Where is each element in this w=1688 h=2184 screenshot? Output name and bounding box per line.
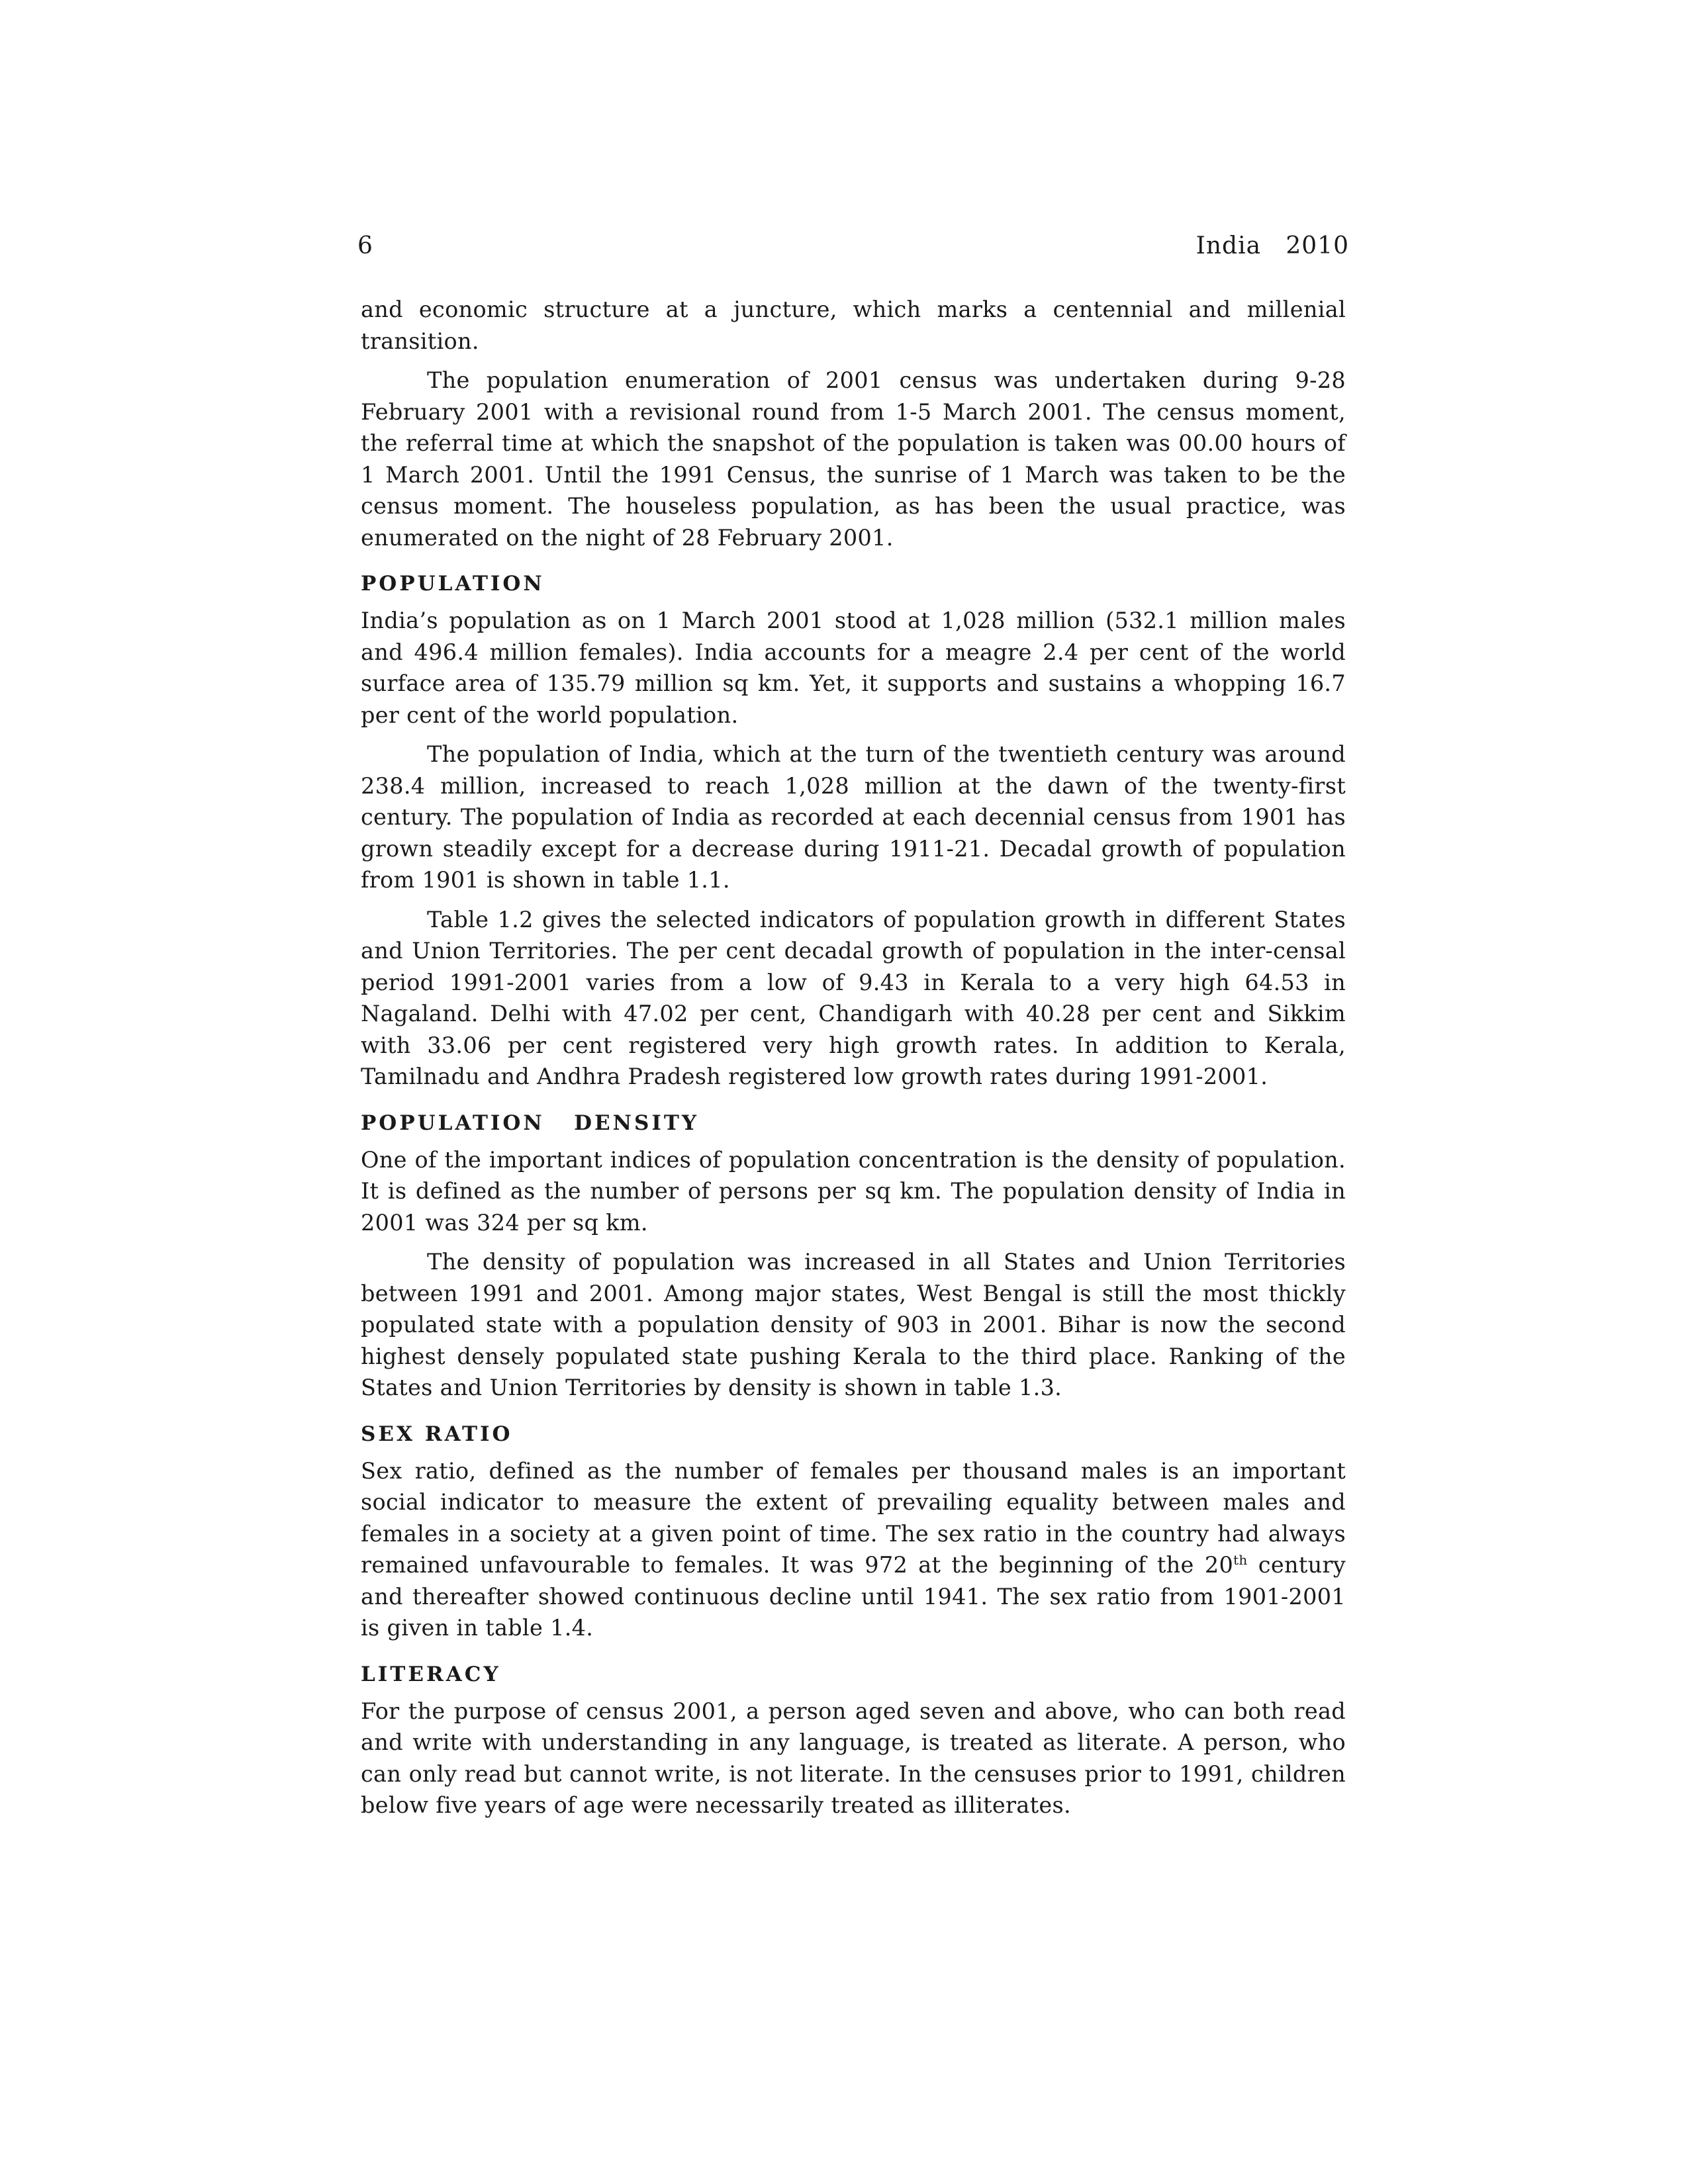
sex-ratio-text-b: century and thereafter showed continuous decline until 1941. The sex ratio from 1901-2001 is given in table 1.4.: [361, 1552, 1346, 1641]
density-paragraph-2: The density of population was increased in all States and Union Territories between 1991 and 2001. Among major states, West Bengal is still the most thickly populated state with a population density of 903 in 2001. Bihar is now the second highest densely populated state pushing Kerala to the third place. Ranking of the States and Union Territories by density is shown in table 1.3.: [361, 1249, 1346, 1400]
page-number: 6: [357, 232, 373, 259]
population-heading: POPULATION: [361, 572, 545, 596]
population-paragraph-3: Table 1.2 gives the selected indicators of population growth in different States and Union Territories. The per cent decadal growth of population in the inter-censal period 1991-2001 varies from a low of 9.43 in Kerala to a very high 64.53 in Nagaland. Delhi with 47.02 per cent, Chandigarh with 40.28 per cent and Sikkim with 33.06 per cent registered very high growth rates. In addition to Kerala, Tamilnadu and Andhra Pradesh registered low growth rates during 1991-2001.: [361, 906, 1346, 1089]
literacy-paragraph-1: For the purpose of census 2001, a person aged seven and above, who can both read and write with understanding in any language, is treated as literate. A person, who can only read but cannot write, is not literate. In the censuses prior to 1991, children below five years of age were necessarily treated as illiterates.: [361, 1698, 1346, 1818]
population-paragraph-2: The population of India, which at the turn of the twentieth century was around 238.4 million, increased to reach 1,028 million at the dawn of the twenty-first century. The population of India as recorded at each decennial census from 1901 has grown steadily except for a decrease during 1911-21. Decadal growth of population from 1901 is shown in table 1.1.: [361, 741, 1346, 893]
intro-paragraph-1: and economic structure at a juncture, which marks a centennial and millenial transition.: [361, 296, 1346, 354]
density-paragraph-1: One of the important indices of population concentration is the density of population. It is defined as the number of persons per sq km. The population density of India in 2001 was 324 per sq km.: [361, 1146, 1346, 1236]
sex-ratio-paragraph-1: [361, 1455, 1346, 1644]
page-body: [361, 294, 1346, 1829]
intro-paragraph-2: The population enumeration of 2001 census was undertaken during 9-28 February 2001 with a revisional round from 1-5 March 2001. The census moment, the referral time at which the snapshot of the population is taken was 00.00 hours of 1 March 2001. Until the 1991 Census, the sunrise of 1 March was taken to be the census moment. The houseless population, as has been the usual practice, was enumerated on the night of 28 February 2001.: [361, 367, 1346, 551]
sex-ratio-heading: SEX RATIO: [361, 1422, 513, 1446]
running-title: India 2010: [1196, 232, 1349, 259]
sex-ratio-text-a: Sex ratio, defined as the number of females per thousand males is an important social indicator to measure the extent of prevailing equality between males and females in a society at a given point of time. The sex ratio in the country had always remained unfavourable to females. It was 972 at the beginning of the 20: [361, 1457, 1346, 1578]
literacy-heading: LITERACY: [361, 1662, 501, 1686]
population-paragraph-1: India’s population as on 1 March 2001 stood at 1,028 million (532.1 million males and 496.4 million females). India accounts for a meagre 2.4 per cent of the world surface area of 135.79 million sq km. Yet, it supports and sustains a whopping 16.7 per cent of the world population.: [361, 608, 1346, 728]
ordinal-superscript: th: [1233, 1551, 1248, 1568]
density-heading: POPULATION DENSITY: [361, 1111, 700, 1135]
